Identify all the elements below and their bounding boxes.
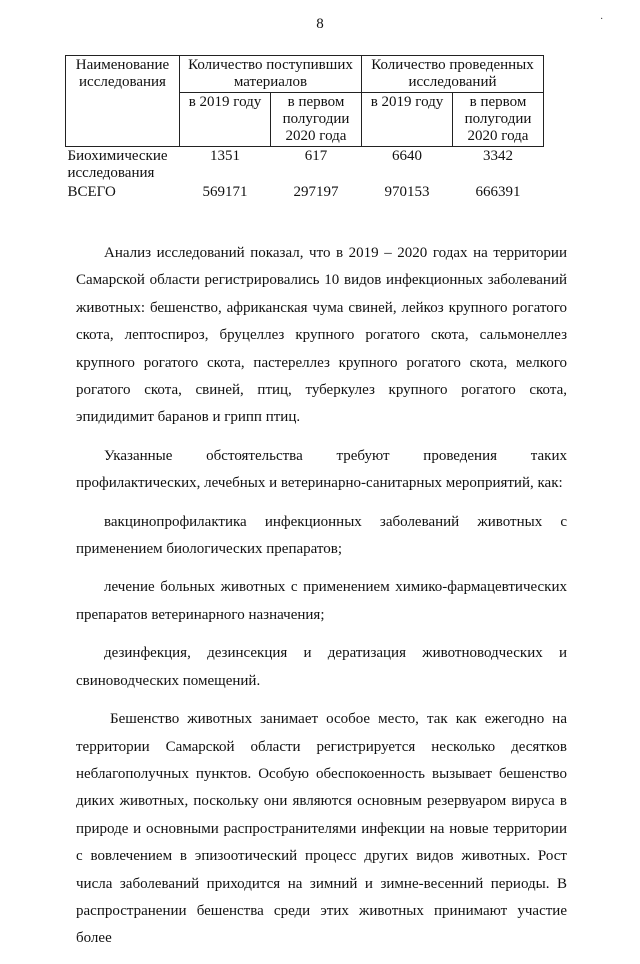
- cell-value: 1351: [210, 148, 240, 164]
- page-number: 8: [316, 16, 324, 32]
- paragraph-analysis: Анализ исследований показал, что в 2019 – 2020 годах на территории Самарской области регистрировались 10 видов инфекционных заболеваний животных: бешенство, африканская чума свиней, лейкоз крупного рогатого скота, лептоспироз, бруцеллез крупного рогатого скота, сальмонеллез крупного рогатого скота, пастереллез крупного рогатого скота, мелкого рогатого скота, свиней, птиц, туберкулез крупного рогатого скота, эпидидимит баранов и грипп птиц.: [76, 245, 567, 426]
- header-conducted-studies: Количество проведенных исследований: [362, 56, 544, 93]
- cell-value: 970153: [384, 184, 430, 200]
- header-name: Наименование исследования: [66, 56, 180, 147]
- subheader-2019-conducted: в 2019 году: [362, 93, 453, 147]
- paragraph-rabies: Бешенство животных занимает особое место, так как ежегодно на территории Самарской области регистрируется несколько десятков неблагополучных пунктов. Особую обеспокоенность вызывает бешенство диких животных, поскольку они являются основным резервуаром вируса в природе и основными распространителями инфекции на новые территории с вовлечением в эпизоотический процесс других видов животных. Рост числа заболеваний приходится на зимний и зимне-весенний периоды. В распространении бешенства среди этих животных принимают участие более: [76, 711, 567, 947]
- paragraph-measures-intro: Указанные обстоятельства требуют проведения таких профилактических, лечебных и ветеринарно-санитарных мероприятий, как:: [76, 447, 567, 492]
- cell-value: 297197: [293, 184, 339, 200]
- statistics-table: [65, 55, 544, 202]
- table-row: [66, 147, 544, 184]
- subheader-2020-received: в первом полугодии 2020 года: [271, 93, 362, 147]
- paragraph-vaccination: вакцинопрофилактика инфекционных заболеваний животных с применением биологических препаратов;: [76, 513, 567, 558]
- subheader-2019-received: в 2019 году: [180, 93, 271, 147]
- table-row-total: [66, 183, 544, 202]
- row-name: ВСЕГО: [67, 184, 116, 200]
- cell-value: 3342: [483, 148, 513, 164]
- subheader-2020-conducted: в первом полугодии 2020 года: [453, 93, 544, 147]
- body-text: [76, 240, 567, 964]
- paragraph-disinfection: дезинфекция, дезинсекция и дератизация животноводческих и свиноводческих помещений.: [76, 645, 567, 689]
- cell-value: 617: [304, 148, 328, 164]
- paragraph-treatment: лечение больных животных с применением химико-фармацевтических препаратов ветеринарного назначения;: [76, 579, 567, 623]
- row-name: Биохимические исследования: [67, 148, 168, 181]
- cell-value: 569171: [202, 184, 248, 200]
- header-received-materials: Количество поступивших материалов: [180, 56, 362, 93]
- scan-mark: ·: [600, 14, 604, 25]
- cell-value: 666391: [475, 184, 521, 200]
- cell-value: 6640: [392, 148, 422, 164]
